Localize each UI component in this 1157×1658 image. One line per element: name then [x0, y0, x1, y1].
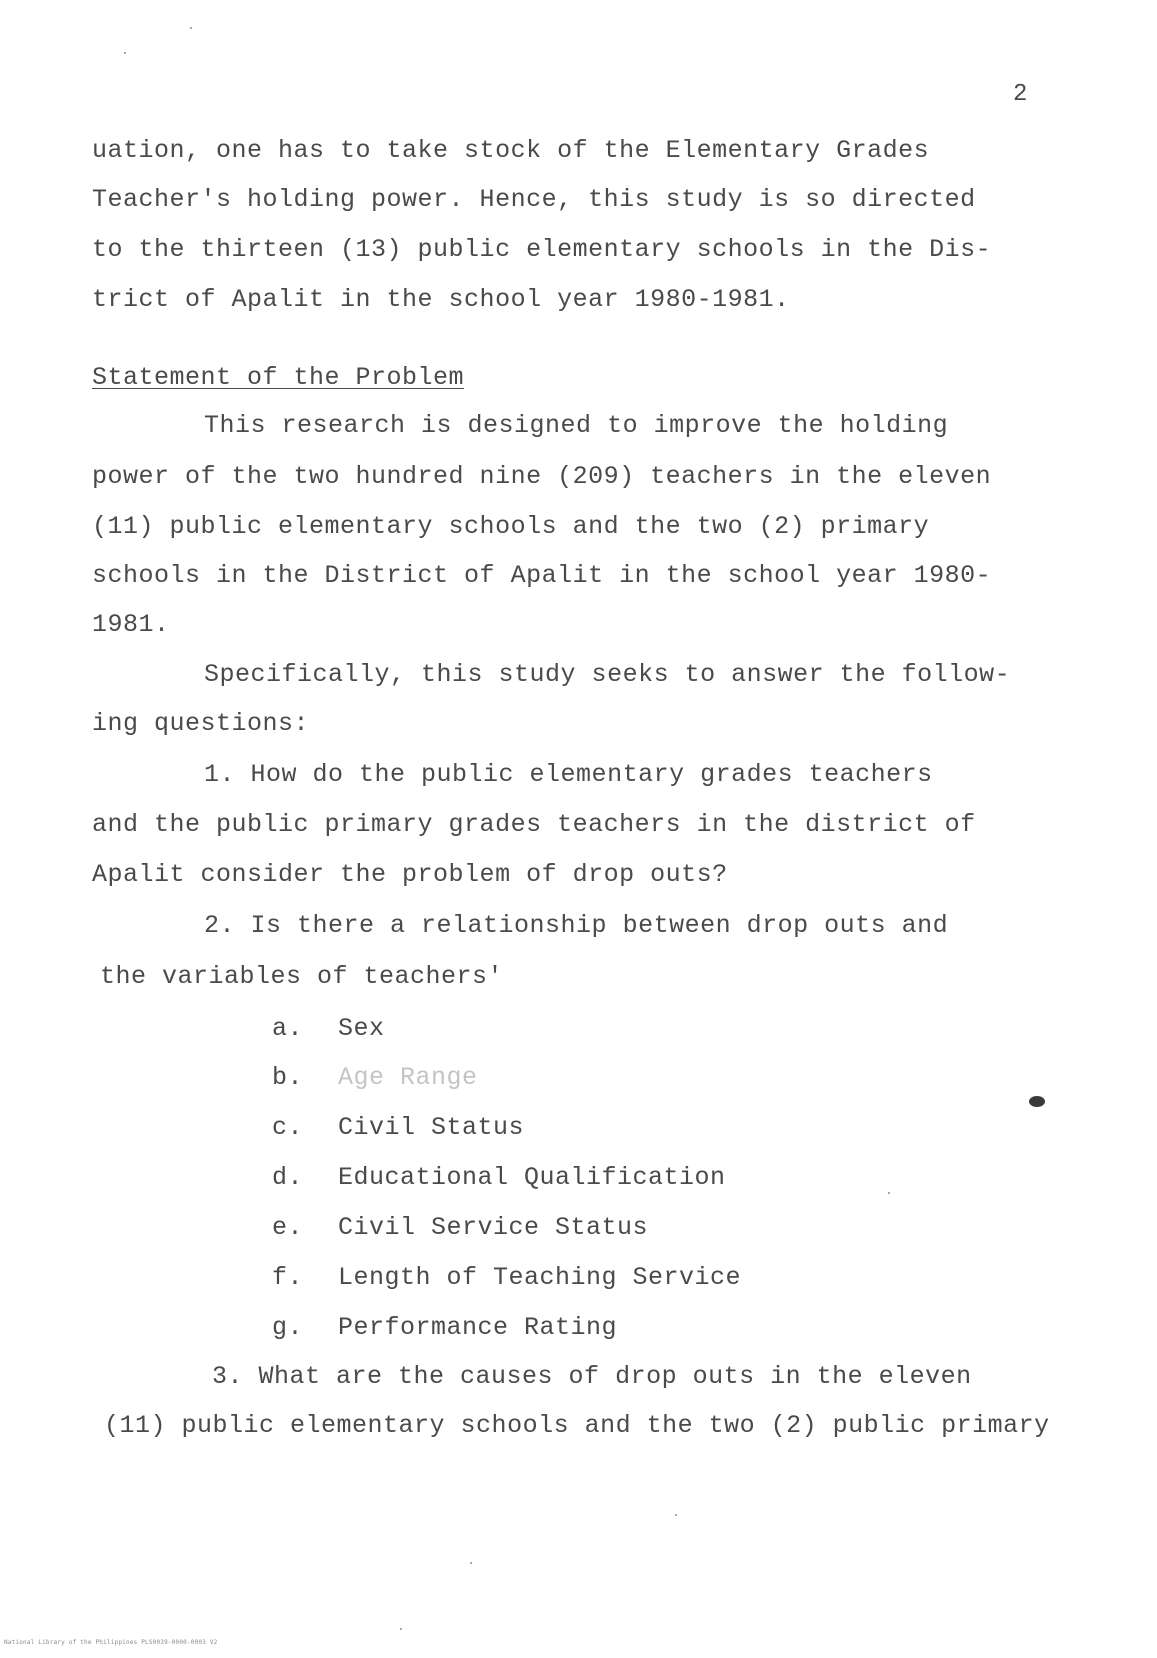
variable-letter-f: f.	[272, 1263, 304, 1292]
scan-speck	[470, 1562, 472, 1564]
paragraph-2-line-2: power of the two hundred nine (209) teachers in the eleven	[92, 462, 992, 491]
scan-speck	[675, 1514, 677, 1516]
variable-letter-b: b.	[272, 1063, 304, 1092]
paragraph-1-line-3: to the thirteen (13) public elementary schools in the Dis-	[92, 235, 992, 264]
variable-civil-service-status: Civil Service Status	[338, 1213, 649, 1242]
paragraph-2-line-4: schools in the District of Apalit in the school year 1980-	[92, 561, 992, 590]
question-3-line-1: 3. What are the causes of drop outs in the eleven	[212, 1362, 972, 1391]
ink-blot	[1029, 1096, 1045, 1107]
variable-sex: Sex	[338, 1014, 385, 1043]
scan-speck	[400, 1628, 402, 1630]
section-heading: Statement of the Problem	[92, 363, 465, 392]
paragraph-3-line-1: Specifically, this study seeks to answer the follow-	[204, 660, 1011, 689]
question-1-line-1: 1. How do the public elementary grades teachers	[204, 760, 933, 789]
paragraph-2-line-1: This research is designed to improve the holding	[204, 411, 949, 440]
paragraph-1-line-2: Teacher's holding power. Hence, this study is so directed	[92, 185, 976, 214]
paragraph-1-line-1: uation, one has to take stock of the Elementary Grades	[92, 136, 930, 165]
paragraph-1-line-4: trict of Apalit in the school year 1980-1981.	[92, 285, 790, 314]
question-1-line-3: Apalit consider the problem of drop outs?	[92, 860, 728, 889]
page-number: 2	[1013, 81, 1028, 108]
variable-age-range: Age Range	[338, 1063, 478, 1092]
question-3-line-2: (11) public elementary schools and the two (2) public primary	[104, 1411, 1050, 1440]
question-2-line-2: the variables of teachers'	[100, 962, 504, 991]
variable-letter-c: c.	[272, 1113, 304, 1142]
scan-speck	[888, 1192, 890, 1194]
variable-letter-e: e.	[272, 1213, 304, 1242]
paragraph-3-line-2: ing questions:	[92, 709, 310, 738]
question-1-line-2: and the public primary grades teachers in the district of	[92, 810, 976, 839]
variable-letter-d: d.	[272, 1163, 304, 1192]
variable-letter-a: a.	[272, 1014, 304, 1043]
variable-educational-qualification: Educational Qualification	[338, 1163, 726, 1192]
paragraph-2-line-5: 1981.	[92, 610, 170, 639]
variable-performance-rating: Performance Rating	[338, 1313, 618, 1342]
paragraph-2-line-3: (11) public elementary schools and the two (2) primary	[92, 512, 930, 541]
scan-speck	[124, 52, 126, 54]
variable-civil-status: Civil Status	[338, 1113, 525, 1142]
footer-scan-label: National Library of the Philippines PLS0039-0000-0003 V2	[4, 1639, 218, 1646]
variable-letter-g: g.	[272, 1313, 304, 1342]
scan-speck	[190, 27, 192, 29]
variable-length-of-teaching-service: Length of Teaching Service	[338, 1263, 742, 1292]
question-2-line-1: 2. Is there a relationship between drop outs and	[204, 911, 949, 940]
